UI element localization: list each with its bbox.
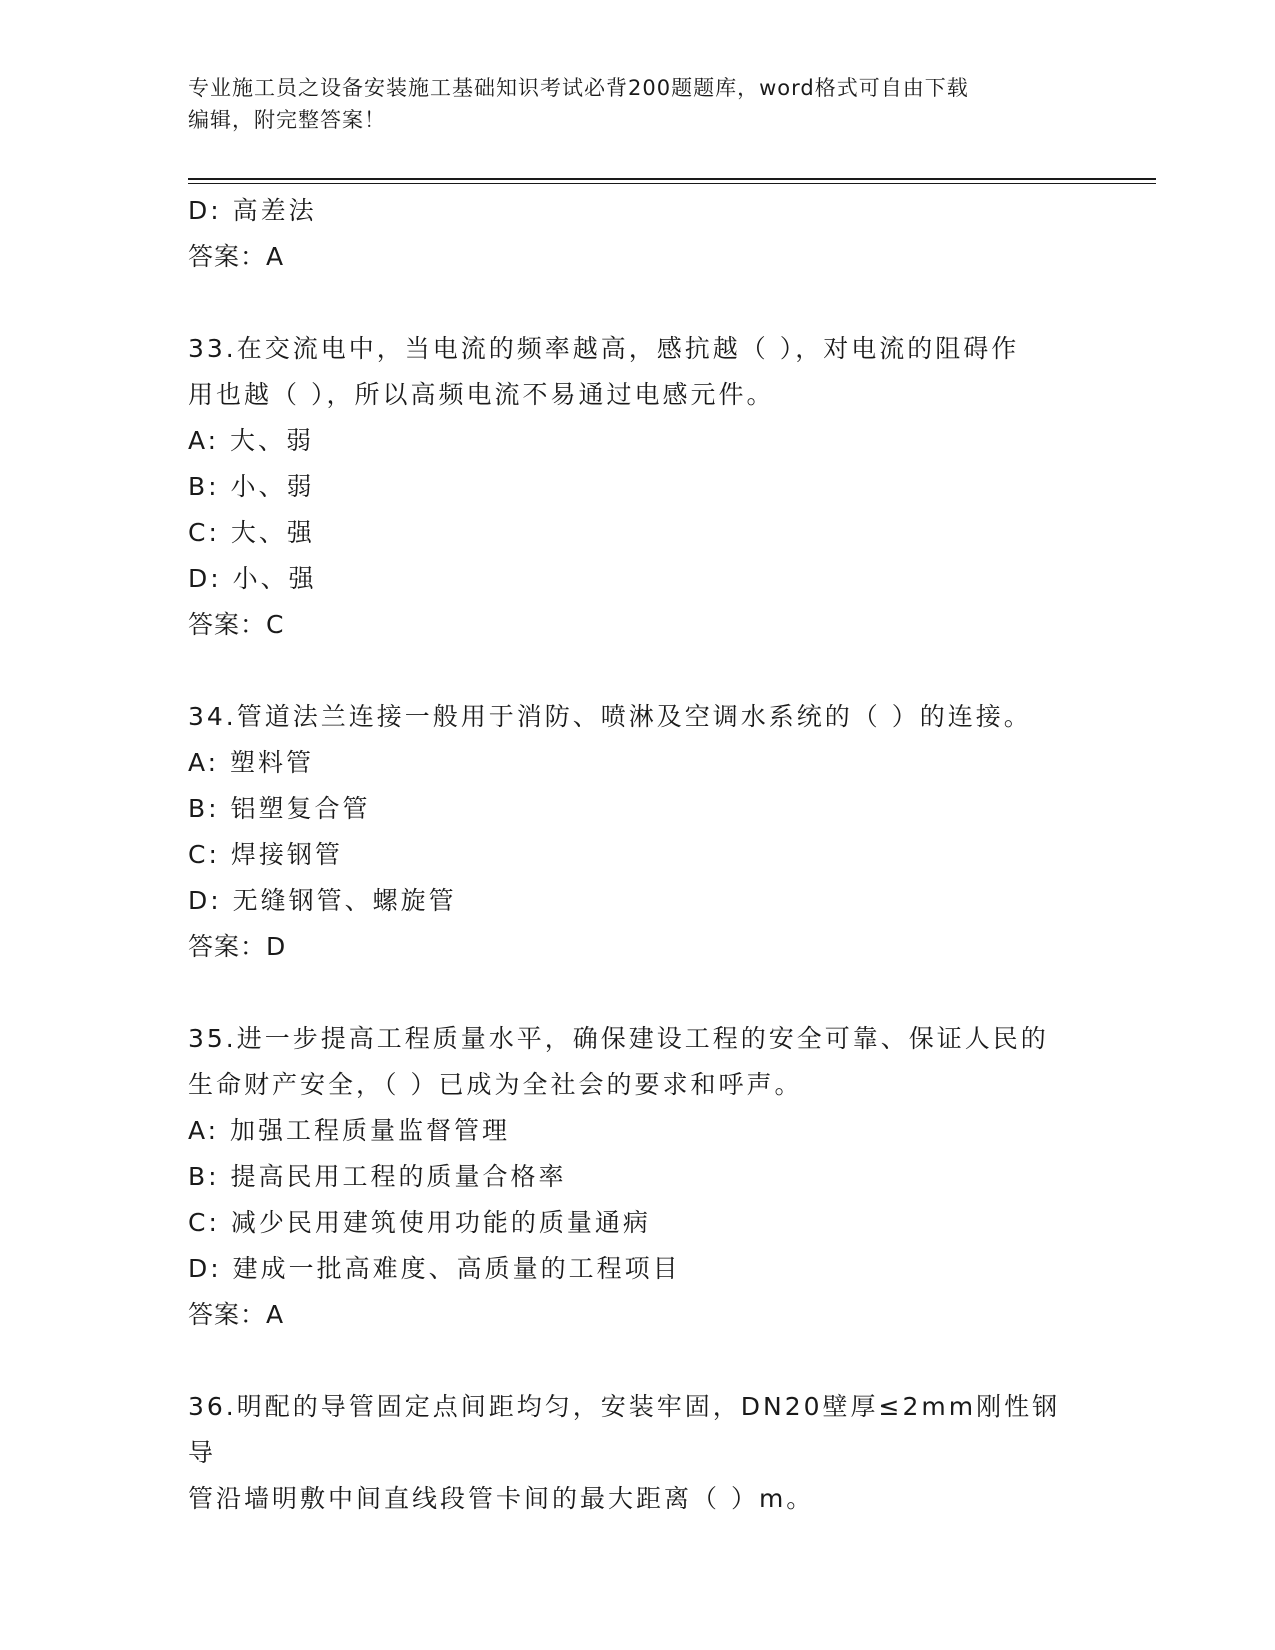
option-d: D: 建成一批高难度、高质量的工程项目 (188, 1254, 681, 1283)
option-b: B: 提高民用工程的质量合格率 (188, 1162, 567, 1191)
header-divider-thick (188, 178, 1156, 180)
answer: 答案：C (188, 610, 285, 639)
question-stem-line-2: 用也越（ ），所以高频电流不易通过电感元件。 (188, 380, 775, 409)
question-34 (188, 694, 1088, 970)
header-divider-thin (188, 183, 1156, 184)
question-stem-line-1: 34.管道法兰连接一般用于消防、喷淋及空调水系统的（ ）的连接。 (188, 702, 1032, 731)
option-d: D: 高差法 (188, 196, 317, 225)
question-stem-line-1: 35.进一步提高工程质量水平，确保建设工程的安全可靠、保证人民的 (188, 1024, 1049, 1053)
question-35 (188, 1016, 1088, 1338)
question-stem-line-2: 生命财产安全，（ ）已成为全社会的要求和呼声。 (188, 1070, 803, 1099)
option-a: A: 加强工程质量监督管理 (188, 1116, 511, 1145)
question-33 (188, 326, 1088, 648)
answer: 答案：A (188, 1300, 285, 1329)
question-stem-line-2: 管沿墙明敷中间直线段管卡间的最大距离（ ）m。 (188, 1484, 815, 1513)
option-b: B: 铝塑复合管 (188, 794, 371, 823)
option-c: C: 减少民用建筑使用功能的质量通病 (188, 1208, 651, 1237)
header-line-1: 专业施工员之设备安装施工基础知识考试必背200题题库，word格式可自由下载 (188, 76, 969, 100)
answer: 答案：A (188, 242, 285, 271)
option-d: D: 无缝钢管、螺旋管 (188, 886, 457, 915)
question-stem-line-1: 33.在交流电中，当电流的频率越高，感抗越（ ），对电流的阻碍作 (188, 334, 1020, 363)
option-b: B: 小、弱 (188, 472, 315, 501)
document-header (188, 72, 1078, 136)
question-36 (188, 1384, 1088, 1522)
question-32-tail (188, 188, 1088, 280)
option-a: A: 塑料管 (188, 748, 315, 777)
option-c: C: 大、强 (188, 518, 315, 547)
question-stem-line-1: 36.明配的导管固定点间距均匀，安装牢固，DN20壁厚≤2mm刚性钢导 (188, 1392, 1061, 1467)
option-c: C: 焊接钢管 (188, 840, 343, 869)
question-list (188, 188, 1088, 1522)
option-a: A: 大、弱 (188, 426, 315, 455)
answer: 答案：D (188, 932, 287, 961)
option-d: D: 小、强 (188, 564, 317, 593)
header-line-2: 编辑，附完整答案！ (188, 108, 386, 132)
